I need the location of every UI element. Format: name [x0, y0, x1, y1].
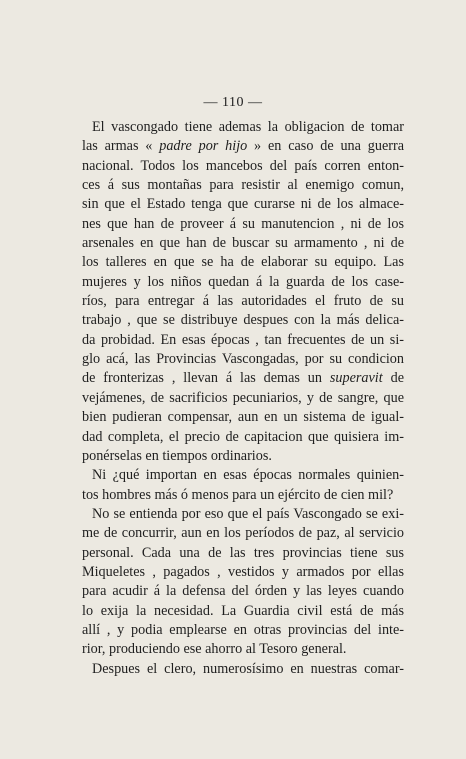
- text-line: para acudir á la defensa del órden y las leyes cuando: [82, 583, 404, 600]
- text-line: ces á sus montañas para resistir al enemigo comun,: [82, 177, 404, 194]
- text-line: allí , y podia emplearse en otras provincias del inte-: [82, 621, 404, 638]
- text-line: lo exija la necesidad. La Guardia civil está de más: [82, 602, 404, 619]
- body-text: [82, 118, 404, 679]
- text-line: No se entienda por eso que el país Vascongado se exi-: [92, 505, 404, 522]
- text-line: personal. Cada una de las tres provincias tiene sus: [82, 544, 404, 561]
- text-line: da probidad. En esas épocas , tan frecuentes de un si-: [82, 331, 404, 348]
- text-line: ríos, para entregar á las autoridades el fruto de su: [82, 293, 404, 310]
- text-line: Miqueletes , pagados , vestidos y armados por ellas: [82, 563, 404, 580]
- text-line: sin que el Estado tenga que curarse ni de los almace-: [82, 196, 404, 213]
- text-line: rior, produciendo ese ahorro al Tesoro general.: [82, 641, 347, 658]
- text-line: vejámenes, de sacrificios pecuniarios, y de sangre, que: [82, 389, 404, 406]
- emphasis-text: padre por hijo: [159, 138, 248, 155]
- text-line: bien pudieran compensar, aun en un sistema de igual-: [82, 409, 404, 426]
- text-line: me de concurrir, aun en los períodos de paz, al servicio: [82, 525, 404, 542]
- text-line: tos hombres más ó menos para un ejército de cien mil?: [82, 486, 394, 503]
- text-line: las armas « padre por hijo » en caso de una guerra: [82, 138, 404, 155]
- text-line: nacional. Todos los mancebos del país corren enton-: [82, 157, 404, 174]
- text-line: arsenales en que han de buscar su armamento , ni de: [82, 235, 404, 252]
- text-line: de fronterizas , llevan á las demas un superavit de: [82, 370, 404, 387]
- text-line: Ni ¿qué importan en esas épocas normales quinien-: [92, 467, 404, 484]
- text-line: glo acá, las Provincias Vascongadas, por su condicion: [82, 351, 404, 368]
- text-line: ponérselas en tiempos ordinarios.: [82, 447, 272, 464]
- text-line: mujeres y los niños quedan á la guarda de los case-: [82, 273, 404, 290]
- text-line: dad completa, el precio de capitacion que quisiera im-: [82, 428, 404, 445]
- text-line: Despues el clero, numerosísimo en nuestras comar-: [92, 660, 404, 677]
- text-line: El vascongado tiene ademas la obligacion de tomar: [92, 119, 404, 135]
- text-line: nes que han de proveer á su manutencion , ni de los: [82, 215, 404, 232]
- page-number: — 110 —: [203, 95, 263, 110]
- text-line: trabajo , que se distribuye despues con la más delica-: [82, 312, 404, 329]
- text-line: los talleres en que se ha de elaborar su equipo. Las: [82, 254, 404, 271]
- emphasis-text: superavit: [329, 370, 383, 387]
